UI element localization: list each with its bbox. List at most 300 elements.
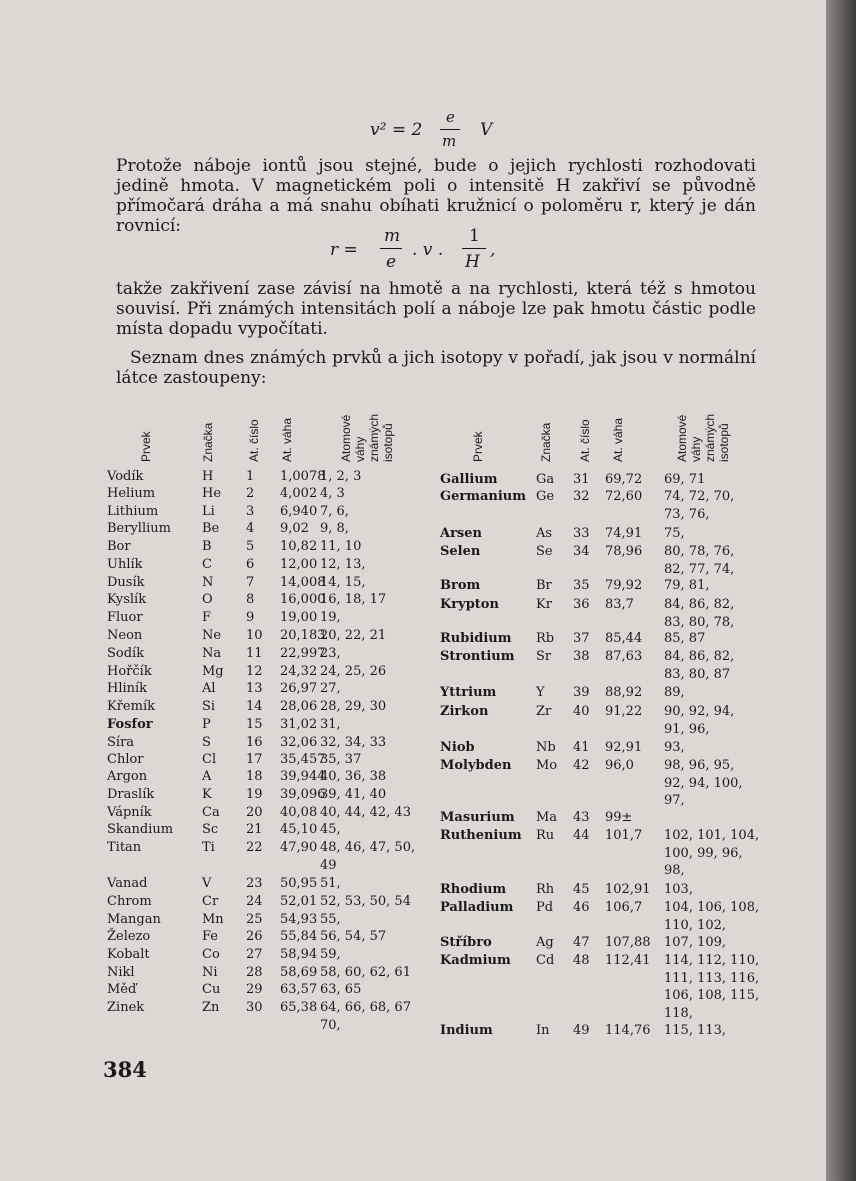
- cell-symbol: Co: [202, 947, 220, 962]
- fraction-bar: [380, 248, 402, 249]
- cell-isotopes: 75,: [664, 526, 685, 541]
- cell-symbol: Rh: [536, 882, 555, 897]
- cell-weight: 16,000: [280, 592, 326, 607]
- cell-weight: 96,0: [605, 758, 634, 773]
- paragraph-3: Seznam dnes známých prvků a jich isotopy v pořadí, jak jsou v normální látce zastoupeny:: [116, 348, 756, 388]
- cell-z: 30: [246, 1000, 263, 1015]
- cell-weight: 28,06: [280, 699, 318, 714]
- cell-isotopes: 9, 8,: [320, 521, 349, 536]
- formula-lhs: v² = 2: [370, 120, 423, 140]
- cell-symbol: Pd: [536, 900, 554, 915]
- column-header: At. číslo: [247, 419, 261, 462]
- cell-z: 48: [573, 953, 590, 968]
- cell-symbol: Si: [202, 699, 216, 714]
- cell-z: 22: [246, 840, 263, 855]
- cell-name: Beryllium: [107, 521, 171, 536]
- cell-weight: 92,91: [605, 740, 643, 755]
- right-table-row: [0, 578, 830, 596]
- cell-weight: 114,76: [605, 1023, 651, 1038]
- cell-isotopes: 70,: [320, 1017, 341, 1033]
- cell-isotopes: 23,: [320, 646, 341, 661]
- formula-lhs: r =: [330, 240, 358, 260]
- cell-z: 29: [246, 982, 263, 997]
- cell-weight: 4,002: [280, 486, 318, 501]
- cell-z: 35: [573, 578, 590, 593]
- cell-z: 24: [246, 894, 263, 909]
- cell-z: 32: [573, 489, 590, 504]
- cell-z: 41: [573, 740, 590, 755]
- cell-isotopes: 115, 113,: [664, 1023, 727, 1038]
- cell-isotopes: 14, 15,: [320, 575, 366, 590]
- cell-name: Palladium: [440, 900, 514, 915]
- right-table-row: [0, 526, 830, 544]
- cell-symbol: Na: [202, 646, 222, 661]
- formula-radius: [330, 226, 530, 278]
- cell-name: Lithium: [107, 504, 159, 519]
- formula-tail: ,: [490, 240, 496, 260]
- cell-z: 38: [573, 649, 590, 664]
- cell-z: 6: [246, 557, 255, 572]
- cell-weight: 19,00: [280, 610, 318, 625]
- cell-name: Arsen: [440, 526, 482, 541]
- cell-symbol: Zn: [202, 1000, 220, 1015]
- cell-symbol: C: [202, 557, 212, 572]
- cell-symbol: Ag: [536, 935, 554, 950]
- cell-z: 44: [573, 828, 590, 843]
- cell-name: Síra: [107, 735, 135, 750]
- cell-z: 39: [573, 685, 590, 700]
- formula-den2: H: [465, 252, 480, 272]
- cell-z: 10: [246, 628, 263, 643]
- cell-weight: 79,92: [605, 578, 643, 593]
- cell-isotopes: 82, 77, 74,: [664, 561, 735, 577]
- cell-symbol: Cu: [202, 982, 221, 997]
- formula-denominator: m: [442, 132, 457, 150]
- cell-isotopes: 51,: [320, 876, 341, 891]
- cell-name: Vápník: [107, 805, 152, 820]
- cell-weight: 1,0078: [280, 469, 326, 484]
- cell-z: 12: [246, 664, 263, 679]
- cell-z: 14: [246, 699, 263, 714]
- cell-isotopes: 91, 96,: [664, 721, 710, 737]
- cell-weight: 85,44: [605, 631, 643, 646]
- cell-symbol: Ma: [536, 810, 558, 825]
- page-number: 384: [103, 1057, 147, 1082]
- cell-z: 15: [246, 717, 263, 732]
- cell-name: Argon: [107, 769, 148, 784]
- cell-isotopes: 48, 46, 47, 50,: [320, 840, 416, 855]
- formula-den1: e: [386, 252, 397, 272]
- cell-z: 11: [246, 646, 263, 661]
- cell-isotopes: 118,: [664, 1006, 693, 1022]
- cell-z: 27: [246, 947, 263, 962]
- formula-numerator: e: [446, 108, 455, 126]
- column-header: Značka: [539, 422, 553, 462]
- cell-z: 2: [246, 486, 255, 501]
- cell-name: Chlor: [107, 752, 144, 767]
- column-header-isotopes-line: známých: [367, 413, 381, 462]
- column-header: At. číslo: [578, 419, 592, 462]
- cell-isotopes: 52, 53, 50, 54: [320, 894, 411, 909]
- cell-weight: 58,94: [280, 947, 318, 962]
- cell-symbol: A: [202, 769, 212, 784]
- cell-symbol: Ni: [202, 965, 218, 980]
- cell-weight: 65,38: [280, 1000, 318, 1015]
- cell-isotopes: 84, 86, 82,: [664, 597, 735, 612]
- cell-weight: 14,008: [280, 575, 326, 590]
- cell-weight: 83,7: [605, 597, 634, 612]
- cell-isotopes: 83, 80, 78,: [664, 614, 735, 630]
- formula-num1: m: [384, 226, 401, 246]
- cell-z: 21: [246, 822, 263, 837]
- cell-z: 18: [246, 769, 263, 784]
- cell-weight: 35,457: [280, 752, 326, 767]
- cell-name: Draslík: [107, 787, 155, 802]
- cell-isotopes: 92, 94, 100,: [664, 775, 743, 791]
- cell-name: Uhlík: [107, 557, 143, 572]
- cell-isotopes: 27,: [320, 681, 341, 696]
- cell-name: Germanium: [440, 489, 526, 504]
- cell-symbol: Cd: [536, 953, 555, 968]
- cell-symbol: Be: [202, 521, 220, 536]
- cell-isotopes: 102, 101, 104,: [664, 828, 760, 843]
- cell-z: 34: [573, 544, 590, 559]
- column-header: At. váha: [280, 417, 294, 462]
- cell-symbol: Mn: [202, 912, 224, 927]
- cell-isotopes: 24, 25, 26: [320, 664, 387, 679]
- cell-isotopes: 97,: [664, 793, 685, 809]
- cell-isotopes: 103,: [664, 882, 693, 897]
- cell-isotopes: 35, 37: [320, 752, 362, 767]
- column-header-isotopes-line: isotopů: [717, 423, 731, 462]
- cell-isotopes: 31,: [320, 717, 341, 732]
- cell-z: 42: [573, 758, 590, 773]
- right-table-row: [0, 631, 830, 649]
- cell-weight: 74,91: [605, 526, 643, 541]
- cell-symbol: N: [202, 575, 214, 590]
- cell-name: Mangan: [107, 912, 161, 927]
- cell-isotopes: 106, 108, 115,: [664, 988, 760, 1004]
- cell-z: 20: [246, 805, 263, 820]
- cell-name: Brom: [440, 578, 481, 593]
- cell-isotopes: 110, 102,: [664, 917, 727, 933]
- cell-weight: 91,22: [605, 704, 643, 719]
- cell-isotopes: 79, 81,: [664, 578, 710, 593]
- cell-name: Bor: [107, 539, 131, 554]
- cell-name: Hliník: [107, 681, 148, 696]
- cell-name: Nikl: [107, 965, 135, 980]
- cell-weight: 20,183: [280, 628, 326, 643]
- cell-name: Gallium: [440, 472, 498, 487]
- cell-isotopes: 32, 34, 33: [320, 735, 387, 750]
- cell-symbol: Mo: [536, 758, 558, 773]
- cell-isotopes: 74, 72, 70,: [664, 489, 735, 504]
- cell-name: Dusík: [107, 575, 145, 590]
- cell-isotopes: 73, 76,: [664, 506, 710, 522]
- cell-isotopes: 89,: [664, 685, 685, 700]
- cell-name: Křemík: [107, 699, 155, 714]
- cell-z: 45: [573, 882, 590, 897]
- cell-weight: 47,90: [280, 840, 318, 855]
- cell-name: Hořčík: [107, 664, 152, 679]
- cell-symbol: K: [202, 787, 212, 802]
- cell-name: Kadmium: [440, 953, 511, 968]
- cell-symbol: Ca: [202, 805, 220, 820]
- cell-symbol: Ne: [202, 628, 222, 643]
- cell-weight: 39,096: [280, 787, 326, 802]
- cell-name: Kyslík: [107, 592, 147, 607]
- cell-z: 25: [246, 912, 263, 927]
- cell-symbol: He: [202, 486, 222, 501]
- cell-isotopes: 98, 96, 95,: [664, 758, 735, 773]
- cell-name: Fosfor: [107, 717, 153, 732]
- cell-symbol: Ge: [536, 489, 555, 504]
- cell-name: Rubidium: [440, 631, 512, 646]
- cell-isotopes: 28, 29, 30: [320, 699, 387, 714]
- cell-z: 31: [573, 472, 590, 487]
- cell-symbol: P: [202, 717, 211, 732]
- cell-weight: 50,95: [280, 876, 318, 891]
- cell-symbol: S: [202, 735, 211, 750]
- formula-mid: . v .: [412, 240, 444, 260]
- column-header-isotopes-line: isotopů: [381, 423, 395, 462]
- cell-weight: 24,32: [280, 664, 318, 679]
- cell-isotopes: 104, 106, 108,: [664, 900, 760, 915]
- cell-name: Zirkon: [440, 704, 489, 719]
- cell-symbol: Cl: [202, 752, 217, 767]
- cell-symbol: Li: [202, 504, 215, 519]
- right-table-row: [0, 882, 830, 900]
- cell-weight: 39,944: [280, 769, 326, 784]
- cell-weight: 107,88: [605, 935, 651, 950]
- cell-weight: 55,84: [280, 929, 318, 944]
- cell-symbol: Cr: [202, 894, 219, 909]
- cell-name: Masurium: [440, 810, 515, 825]
- cell-isotopes: 7, 6,: [320, 504, 349, 519]
- column-header: Značka: [201, 422, 215, 462]
- cell-symbol: Rb: [536, 631, 555, 646]
- cell-weight: 78,96: [605, 544, 643, 559]
- cell-weight: 22,997: [280, 646, 326, 661]
- cell-isotopes: 90, 92, 94,: [664, 704, 735, 719]
- cell-isotopes: 85, 87: [664, 631, 706, 646]
- cell-symbol: As: [536, 526, 553, 541]
- paragraph-1: Protože náboje iontů jsou stejné, bude o jejich rychlosti rozhodovati jedině hmota. V magnetickém poli o intensitě H zakřiví se původně přímočará dráha a má snahu obíhati kružnicí o poloměru r, který je dán rovnicí:: [116, 156, 756, 236]
- cell-weight: 9,02: [280, 521, 309, 536]
- cell-symbol: Se: [536, 544, 553, 559]
- cell-isotopes: 107, 109,: [664, 935, 727, 950]
- column-header-isotopes-line: váhy: [353, 436, 367, 462]
- cell-z: 33: [573, 526, 590, 541]
- cell-isotopes: 56, 54, 57: [320, 929, 387, 944]
- cell-symbol: Sr: [536, 649, 552, 664]
- cell-isotopes: 64, 66, 68, 67: [320, 1000, 411, 1015]
- cell-weight: 6,940: [280, 504, 318, 519]
- column-header: At. váha: [611, 417, 625, 462]
- cell-weight: 88,92: [605, 685, 643, 700]
- right-table-row: [0, 472, 830, 490]
- cell-name: Kobalt: [107, 947, 150, 962]
- cell-z: 17: [246, 752, 263, 767]
- formula-velocity: [370, 108, 550, 158]
- cell-name: Chrom: [107, 894, 152, 909]
- cell-isotopes: 1, 2, 3: [320, 469, 362, 484]
- cell-name: Neon: [107, 628, 143, 643]
- cell-name: Indium: [440, 1023, 493, 1038]
- cell-symbol: Mg: [202, 664, 224, 679]
- cell-isotopes: 100, 99, 96,: [664, 845, 743, 861]
- cell-weight: 32,06: [280, 735, 318, 750]
- cell-symbol: V: [202, 876, 212, 891]
- cell-symbol: Al: [202, 681, 216, 696]
- cell-isotopes: 114, 112, 110,: [664, 953, 760, 968]
- cell-z: 19: [246, 787, 263, 802]
- cell-name: Vodík: [107, 469, 144, 484]
- cell-isotopes: 4, 3: [320, 486, 345, 501]
- cell-z: 16: [246, 735, 263, 750]
- cell-weight: 69,72: [605, 472, 643, 487]
- cell-symbol: F: [202, 610, 212, 625]
- right-table-row: [0, 1023, 830, 1041]
- cell-z: 4: [246, 521, 255, 536]
- cell-isotopes: 40, 44, 42, 43: [320, 805, 411, 820]
- cell-z: 47: [573, 935, 590, 950]
- cell-z: 26: [246, 929, 263, 944]
- right-table-row: [0, 810, 830, 828]
- cell-z: 40: [573, 704, 590, 719]
- cell-isotopes: 16, 18, 17: [320, 592, 387, 607]
- cell-weight: 31,02: [280, 717, 318, 732]
- cell-weight: 87,63: [605, 649, 643, 664]
- fraction-bar: [462, 248, 486, 249]
- cell-symbol: Ru: [536, 828, 555, 843]
- column-header-isotopes-line: Atomové: [675, 414, 689, 462]
- cell-z: 8: [246, 592, 255, 607]
- cell-name: Železo: [107, 929, 151, 944]
- cell-z: 43: [573, 810, 590, 825]
- cell-z: 46: [573, 900, 590, 915]
- cell-symbol: Kr: [536, 597, 552, 612]
- cell-isotopes: 49: [320, 857, 337, 873]
- cell-z: 37: [573, 631, 590, 646]
- paragraph-2: takže zakřivení zase závisí na hmotě a na rychlosti, která též s hmotou souvisí. Při známých intensitách polí a náboje lze pak hmotu částic podle místa dopadu vypočítati.: [116, 279, 756, 339]
- cell-isotopes: 84, 86, 82,: [664, 649, 735, 664]
- cell-isotopes: 40, 36, 38: [320, 769, 387, 784]
- cell-symbol: Ti: [202, 840, 215, 855]
- cell-z: 36: [573, 597, 590, 612]
- column-header-isotopes-line: Atomové: [339, 414, 353, 462]
- cell-weight: 112,41: [605, 953, 651, 968]
- cell-z: 49: [573, 1023, 590, 1038]
- cell-name: Selen: [440, 544, 481, 559]
- cell-isotopes: 80, 78, 76,: [664, 544, 735, 559]
- cell-z: 5: [246, 539, 255, 554]
- right-table-row: [0, 685, 830, 703]
- cell-isotopes: 69, 71: [664, 472, 706, 487]
- cell-weight: 40,08: [280, 805, 318, 820]
- cell-name: Niob: [440, 740, 475, 755]
- cell-z: 9: [246, 610, 255, 625]
- cell-symbol: Br: [536, 578, 552, 593]
- formula-num2: 1: [469, 226, 480, 246]
- cell-symbol: B: [202, 539, 212, 554]
- cell-name: Sodík: [107, 646, 145, 661]
- cell-weight: 54,93: [280, 912, 318, 927]
- cell-name: Fluor: [107, 610, 143, 625]
- cell-isotopes: 83, 80, 87: [664, 666, 731, 682]
- cell-name: Krypton: [440, 597, 499, 612]
- cell-weight: 52,01: [280, 894, 318, 909]
- cell-symbol: Nb: [536, 740, 556, 755]
- cell-name: Vanad: [107, 876, 148, 891]
- cell-isotopes: 11, 10: [320, 539, 362, 554]
- right-table-row: [0, 935, 830, 953]
- cell-weight: 102,91: [605, 882, 651, 897]
- cell-name: Skandium: [107, 822, 174, 837]
- cell-name: Ruthenium: [440, 828, 522, 843]
- column-header-isotopes-line: váhy: [689, 436, 703, 462]
- cell-symbol: Y: [536, 685, 545, 700]
- cell-z: 23: [246, 876, 263, 891]
- cell-weight: 99±: [605, 810, 633, 825]
- cell-z: 7: [246, 575, 255, 590]
- cell-weight: 58,69: [280, 965, 318, 980]
- cell-symbol: Zr: [536, 704, 552, 719]
- column-header: Prvek: [471, 431, 485, 462]
- cell-isotopes: 19,: [320, 610, 341, 625]
- cell-isotopes: 111, 113, 116,: [664, 970, 760, 986]
- cell-weight: 10,82: [280, 539, 318, 554]
- cell-z: 13: [246, 681, 263, 696]
- cell-z: 28: [246, 965, 263, 980]
- column-header-isotopes-line: známých: [703, 413, 717, 462]
- cell-z: 3: [246, 504, 255, 519]
- cell-weight: 72,60: [605, 489, 643, 504]
- cell-symbol: Sc: [202, 822, 219, 837]
- cell-isotopes: 93,: [664, 740, 685, 755]
- cell-weight: 101,7: [605, 828, 643, 843]
- cell-name: Zinek: [107, 1000, 145, 1015]
- cell-name: Titan: [107, 840, 142, 855]
- cell-weight: 26,97: [280, 681, 318, 696]
- cell-name: Stříbro: [440, 935, 492, 950]
- cell-name: Molybden: [440, 758, 512, 773]
- cell-z: 1: [246, 469, 255, 484]
- cell-isotopes: 58, 60, 62, 61: [320, 965, 411, 980]
- fraction-bar: [440, 129, 460, 130]
- cell-symbol: Fe: [202, 929, 219, 944]
- cell-isotopes: 59,: [320, 947, 341, 962]
- cell-isotopes: 55,: [320, 912, 341, 927]
- cell-weight: 45,10: [280, 822, 318, 837]
- right-table-row: [0, 740, 830, 758]
- column-header: Prvek: [139, 431, 153, 462]
- cell-name: Helium: [107, 486, 156, 501]
- cell-isotopes: 39, 41, 40: [320, 787, 387, 802]
- cell-name: Měď: [107, 982, 137, 997]
- cell-symbol: H: [202, 469, 214, 484]
- cell-weight: 12,00: [280, 557, 318, 572]
- cell-isotopes: 12, 13,: [320, 557, 366, 572]
- cell-isotopes: 63, 65: [320, 982, 362, 997]
- page-edge-shadow: [826, 0, 856, 1181]
- cell-name: Yttrium: [440, 685, 497, 700]
- cell-symbol: In: [536, 1023, 550, 1038]
- cell-isotopes: 20, 22, 21: [320, 628, 387, 643]
- cell-name: Rhodium: [440, 882, 507, 897]
- cell-isotopes: 45,: [320, 822, 341, 837]
- cell-weight: 106,7: [605, 900, 643, 915]
